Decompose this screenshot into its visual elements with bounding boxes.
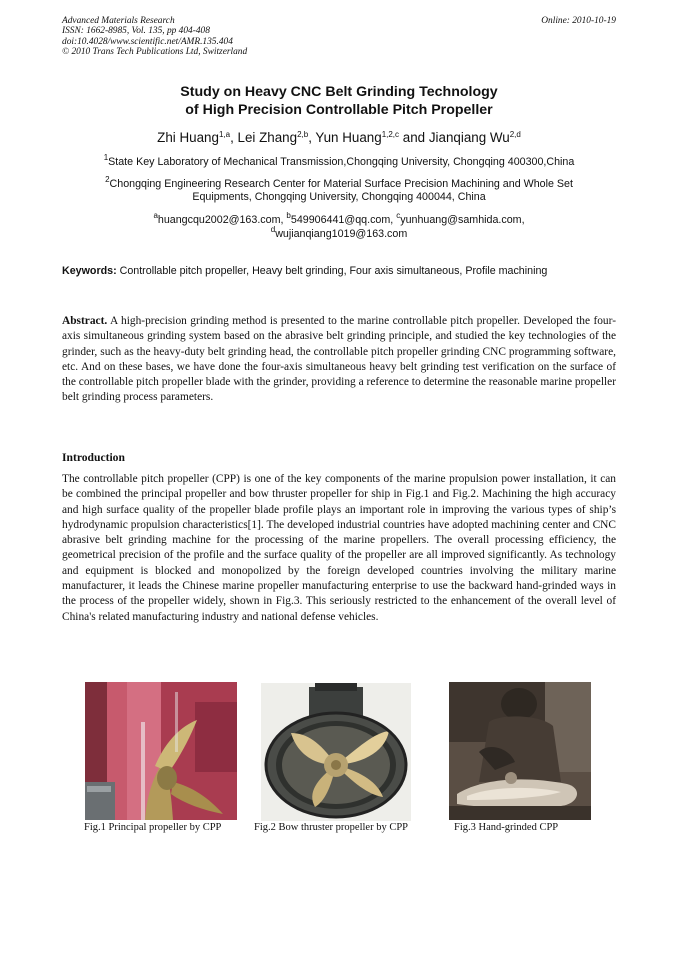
author-emails xyxy=(62,213,616,241)
figure-3-caption: Fig.3 Hand-grinded CPP xyxy=(454,822,559,833)
affiliation-text: Chongqing Engineering Research Center for Material Surface Precision Machining and Whole Set xyxy=(109,178,573,190)
title-line-1: Study on Heavy CNC Belt Grinding Technology xyxy=(180,84,498,100)
author-sep: , xyxy=(230,130,238,145)
journal-header xyxy=(62,16,247,58)
author-name: Zhi Huang xyxy=(157,130,219,145)
hand-grinding-image xyxy=(449,682,591,820)
keywords-text: Controllable pitch propeller, Heavy belt grinding, Four axis simultaneous, Profile machining xyxy=(116,265,548,277)
author-name: Yun Huang xyxy=(315,130,382,145)
author-sep: and xyxy=(399,130,429,145)
author-sep: , xyxy=(308,130,316,145)
author-sup: 1,a xyxy=(218,130,231,139)
keywords xyxy=(62,264,616,278)
affiliation-sup: 1 xyxy=(103,153,109,162)
affiliation-2 xyxy=(62,175,616,204)
online-date: Online: 2010-10-19 xyxy=(541,16,616,26)
issn-line: ISSN: 1662-8985, Vol. 135, pp 404-408 xyxy=(62,26,210,37)
author-sup: 2,b xyxy=(297,130,309,139)
author-sup: 1,2,c xyxy=(381,130,400,139)
email-sup: a xyxy=(153,211,158,220)
copyright-line: © 2010 Trans Tech Publications Ltd, Switzerland xyxy=(62,47,248,58)
bow-thruster-image xyxy=(261,683,411,821)
email-sup: b xyxy=(286,211,291,220)
figure-3-photo xyxy=(449,682,591,820)
figure-2-caption: Fig.2 Bow thruster propeller by CPP xyxy=(254,822,408,833)
journal-name: Advanced Materials Research xyxy=(62,16,175,26)
author-name: Jianqiang Wu xyxy=(428,130,510,145)
author-name: Lei Zhang xyxy=(237,130,298,145)
doi-line: doi:10.4028/www.scientific.net/AMR.135.404 xyxy=(62,36,233,47)
affiliation-text: State Key Laboratory of Mechanical Transmission,Chongqing University, Chongqing 400300,China xyxy=(108,156,575,168)
introduction-paragraph: The controllable pitch propeller (CPP) is one of the key components of the marine propulsion power installation, it can be combined the principal propeller and bow thruster propeller for ship in Fig.1 and Fig.2. Machining the high accuracy and high surface quality of the propeller blade profile plays an important role in improving the various types of ship’s hydrodynamic propulsion characteristics[1]. The developed industrial countries have adopted machining center and CNC abrasive belt grinding machine for the processing of the marine propellers. The overall processing efficiency, the geometrical precision of the profile and the surface quality of the propeller are all improved significantly. As technology and equipment is blocked and monopolized by the foreign developed countries involving the military marine manufacturer, it leads the Chinese marine propeller manufacturing enterprise to use the backward hand-grinded ways in the process of the propeller widely, shown in Fig.3. This seriously restricted to the enhancement of the overall level of China's related manufacturing industry and national defense vehicles. xyxy=(62,473,616,623)
section-heading-introduction: Introduction xyxy=(62,451,125,464)
email-link: wujianqiang1019@163.com xyxy=(275,228,408,240)
author-sup: 2,d xyxy=(509,130,521,139)
affiliation-text: Equipments, Chongqing University, Chongqing 400044, China xyxy=(192,191,486,204)
affiliation-1 xyxy=(62,153,616,169)
abstract-label: Abstract. xyxy=(62,315,108,327)
figure-1-caption: Fig.1 Principal propeller by CPP xyxy=(84,822,222,833)
figure-2-photo xyxy=(261,683,411,821)
email-sup: d xyxy=(270,225,276,234)
figure-1-photo xyxy=(85,682,237,820)
email-link: yunhuang@samhida.com, xyxy=(400,214,525,226)
affiliation-sup: 2 xyxy=(105,175,110,184)
email-link: 549906441@qq.com, xyxy=(290,214,397,226)
abstract-text: A high-precision grinding method is presented to the marine controllable pitch propeller. Developed the four-axis simultaneous grinding system based on the abrasive belt grinding principle, and studied the key technologies of the grinder, such as the heavy-duty belt grinding head, the controllable pitch propeller grinding CNC programming software, etc. And on these bases, we have done the four-axis simultaneous heavy belt grinding test verification on the surface of the controllable pitch propeller blade with the grinder, providing a reference to determine the reasonable marine propeller belt grinding process parameters. xyxy=(62,315,616,404)
keywords-label: Keywords: xyxy=(62,265,117,277)
abstract xyxy=(62,314,616,406)
paper-title xyxy=(62,84,616,119)
principal-propeller-image xyxy=(85,682,237,820)
email-sup: c xyxy=(396,211,401,220)
author-list xyxy=(62,130,616,145)
email-link: huangcqu2002@163.com, xyxy=(157,214,287,226)
title-line-2: of High Precision Controllable Pitch Propeller xyxy=(185,101,493,118)
